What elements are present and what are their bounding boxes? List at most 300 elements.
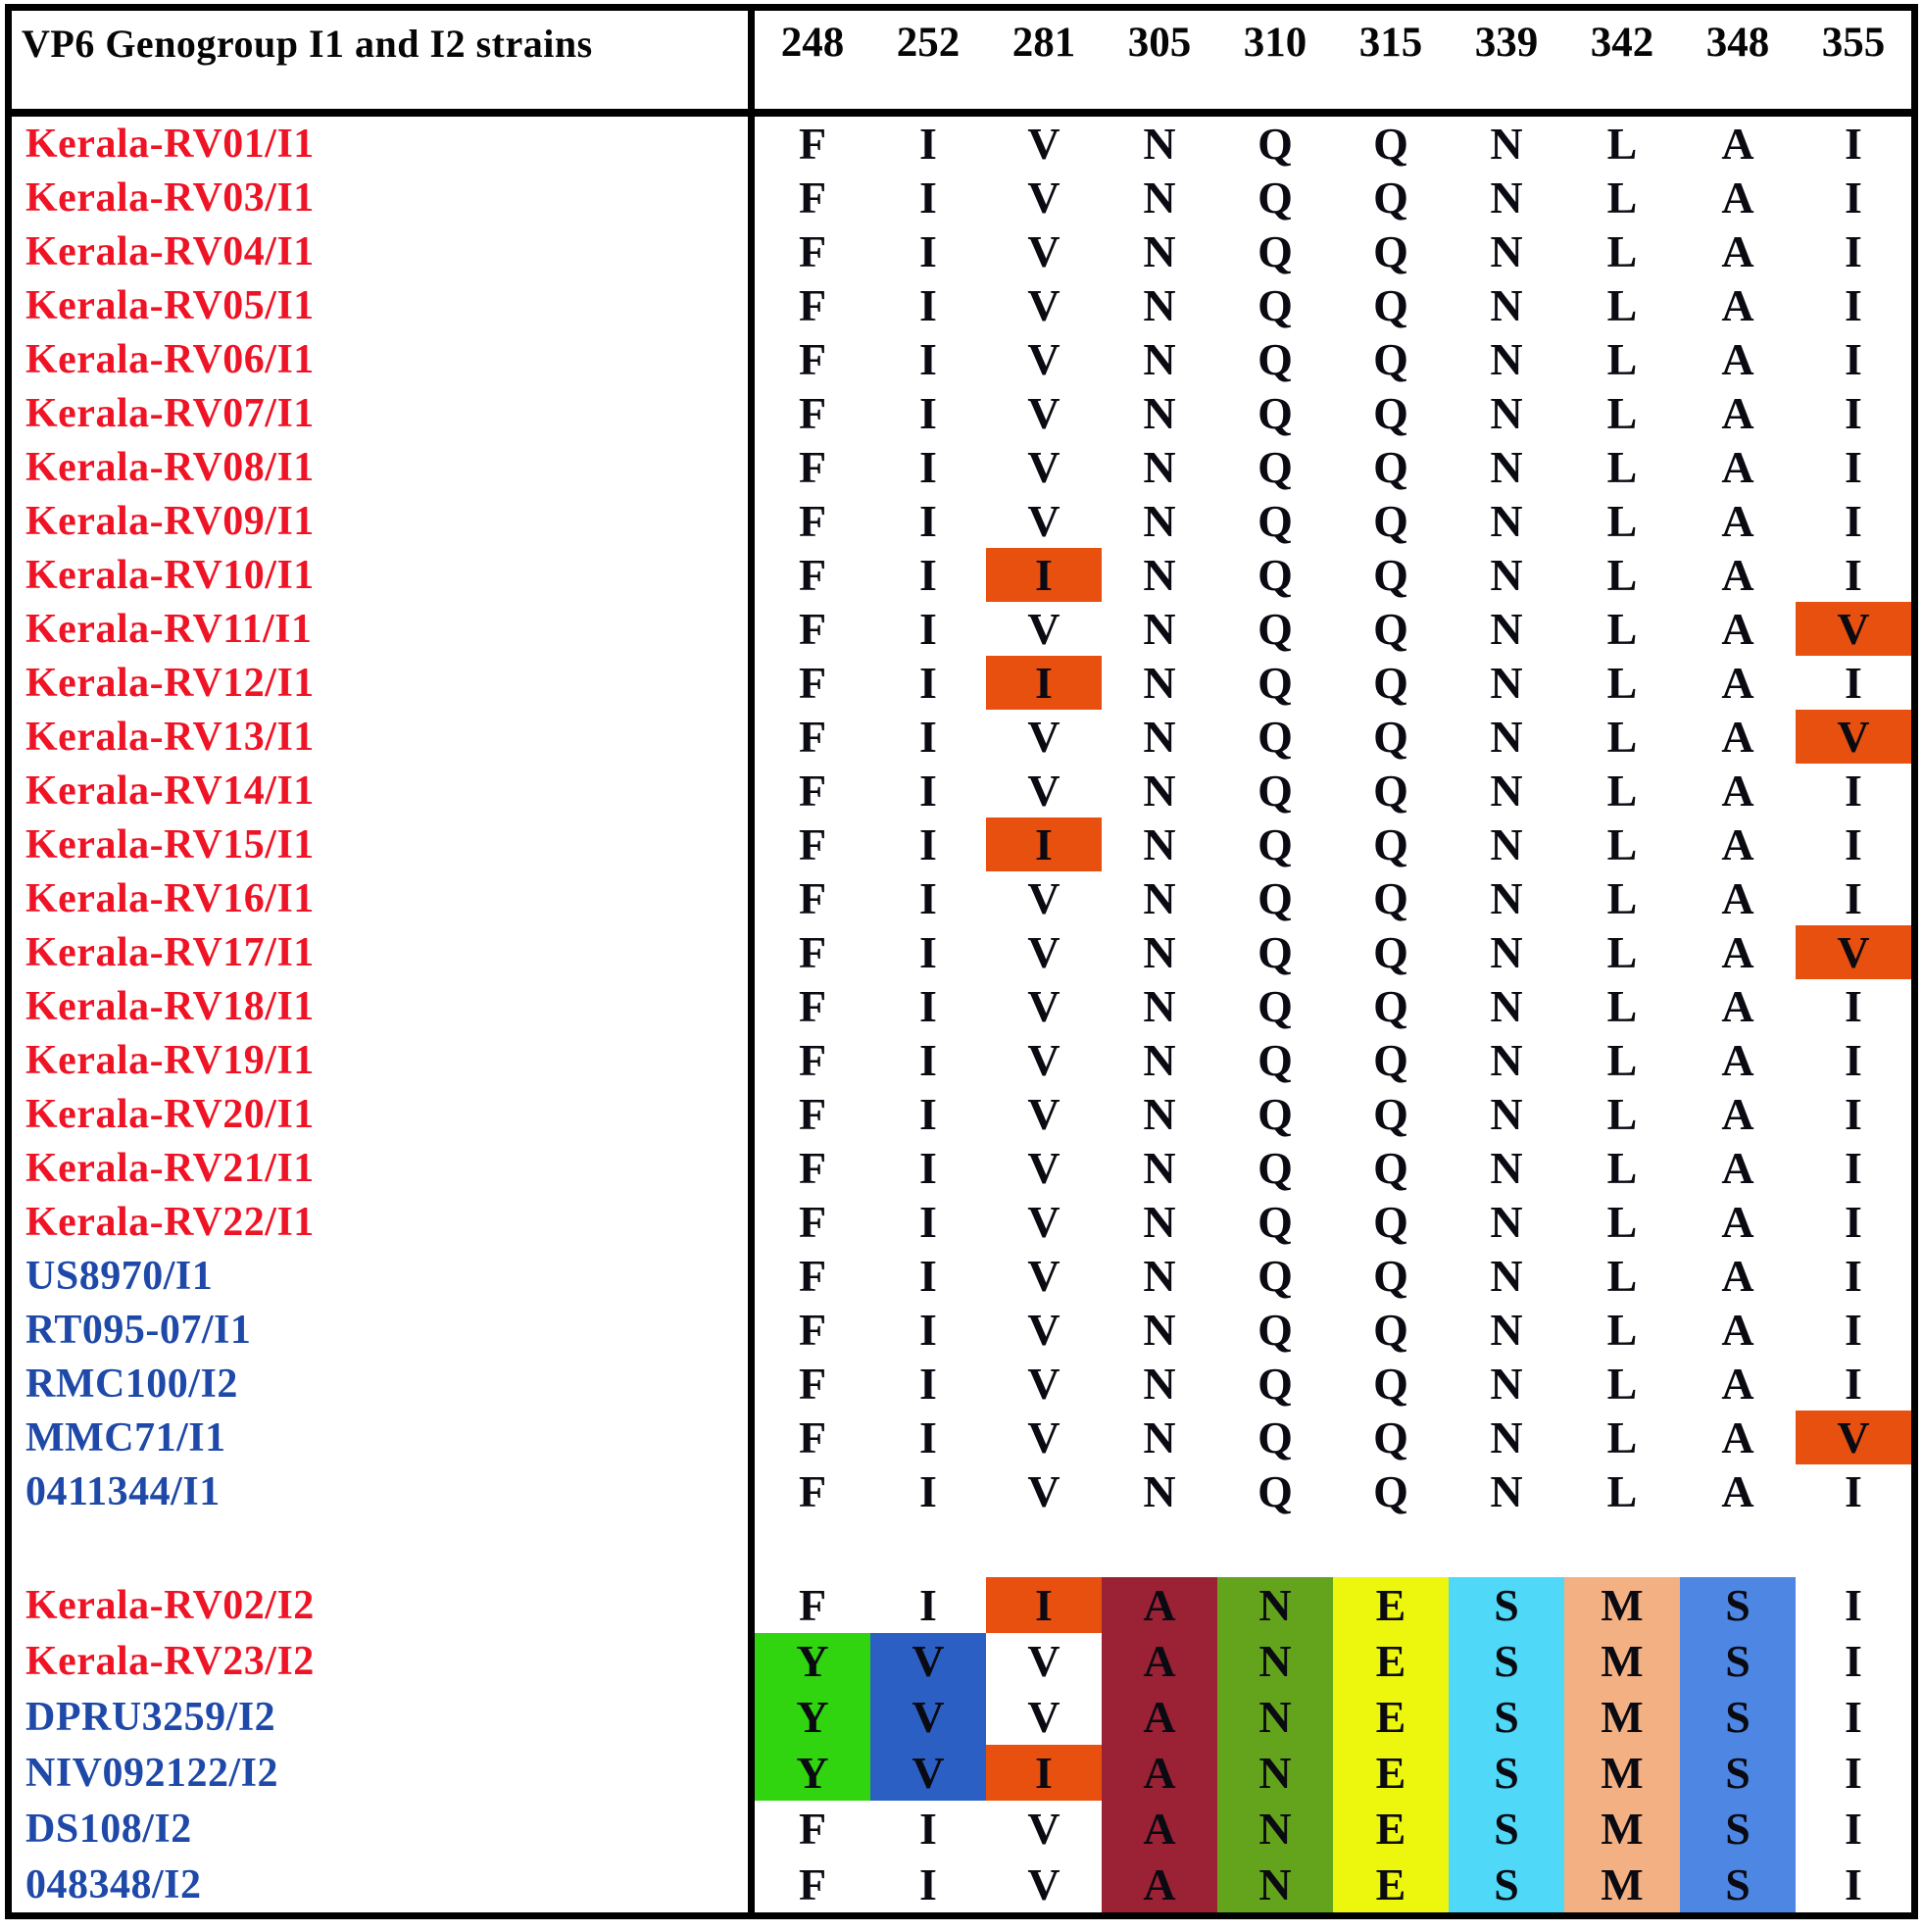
- residue-cell: Q: [1257, 1466, 1293, 1516]
- position-header: 310: [1243, 20, 1307, 66]
- residue-cell: I: [1845, 1359, 1862, 1409]
- residue-cell: Q: [1373, 1197, 1408, 1247]
- residue-cell: N: [1490, 1089, 1523, 1139]
- residue-cell: A: [1721, 1035, 1754, 1085]
- residue-cell: V: [1027, 1089, 1060, 1139]
- residue-cells: [755, 548, 1911, 602]
- strain-row: [12, 1249, 1911, 1303]
- residue-cell: I: [919, 334, 937, 384]
- residue-cell: Q: [1257, 496, 1293, 546]
- position-header: 281: [1011, 20, 1076, 66]
- residue-cell: N: [1490, 819, 1523, 869]
- strain-name: Kerala-RV22/I1: [12, 1195, 755, 1249]
- residue-cell: I: [1845, 1804, 1862, 1854]
- position-header: 348: [1705, 20, 1770, 66]
- residue-cell: A: [1721, 927, 1754, 977]
- strain-name: RMC100/I2: [12, 1357, 755, 1411]
- residue-cell: N: [1143, 550, 1176, 600]
- residue-cell: V: [1027, 388, 1060, 438]
- residue-cell: V: [870, 1689, 986, 1745]
- strain-row: [12, 278, 1911, 332]
- strain-name: Kerala-RV12/I1: [12, 656, 755, 710]
- residue-cell: F: [798, 712, 827, 762]
- residue-cells: [755, 1033, 1911, 1087]
- residue-cell: L: [1606, 1035, 1638, 1085]
- residue-cell: A: [1721, 873, 1754, 923]
- residue-cell: N: [1143, 334, 1176, 384]
- residue-cell: I: [919, 496, 937, 546]
- residue-cell: V: [1027, 1859, 1060, 1909]
- residue-cell: I: [919, 226, 937, 276]
- residue-cell: A: [1102, 1633, 1217, 1689]
- strain-name: Kerala-RV02/I2: [12, 1577, 755, 1633]
- residue-cell: I: [919, 1089, 937, 1139]
- residue-cell: I: [1845, 1305, 1862, 1355]
- residue-cells: [755, 656, 1911, 710]
- residue-cell: N: [1143, 1197, 1176, 1247]
- residue-cell: N: [1143, 496, 1176, 546]
- residue-cell: N: [1490, 226, 1523, 276]
- residue-cell: Q: [1257, 1197, 1293, 1247]
- residue-cell: I: [1845, 1197, 1862, 1247]
- residue-cell: I: [1845, 388, 1862, 438]
- residue-cell: F: [798, 658, 827, 708]
- residue-cell: A: [1721, 819, 1754, 869]
- strain-row: [12, 710, 1911, 764]
- residue-cell: N: [1217, 1857, 1333, 1912]
- residue-cell: V: [1027, 1197, 1060, 1247]
- residue-cell: N: [1490, 388, 1523, 438]
- residue-cell: N: [1490, 1035, 1523, 1085]
- residue-cell: Q: [1257, 819, 1293, 869]
- residue-cell: N: [1143, 766, 1176, 816]
- residue-cell: L: [1606, 1305, 1638, 1355]
- strain-name: RT095-07/I1: [12, 1303, 755, 1357]
- residue-cell: Q: [1257, 334, 1293, 384]
- residue-cell: L: [1606, 1197, 1638, 1247]
- residue-cell: V: [1027, 1636, 1060, 1686]
- residue-cell: Q: [1373, 173, 1408, 223]
- residue-cell: F: [798, 1359, 827, 1409]
- residue-cell: I: [919, 1466, 937, 1516]
- residue-cell: E: [1333, 1857, 1449, 1912]
- residue-cell: I: [919, 1143, 937, 1193]
- residue-cell: V: [1027, 1359, 1060, 1409]
- residue-cell: L: [1606, 280, 1638, 330]
- residue-cell: Q: [1257, 658, 1293, 708]
- residue-cell: N: [1143, 819, 1176, 869]
- residue-cell: A: [1721, 550, 1754, 600]
- residue-cell: A: [1721, 226, 1754, 276]
- residue-cell: V: [1027, 173, 1060, 223]
- residue-cell: F: [798, 604, 827, 654]
- residue-cell: I: [919, 1804, 937, 1854]
- residue-cell: F: [798, 1143, 827, 1193]
- strain-name: Kerala-RV16/I1: [12, 871, 755, 925]
- residue-cell: N: [1143, 119, 1176, 169]
- residue-cell: V: [1027, 712, 1060, 762]
- residue-cells: [755, 764, 1911, 817]
- residue-cells: [755, 1195, 1911, 1249]
- residue-cell: N: [1143, 1251, 1176, 1301]
- residue-cells: [755, 1141, 1911, 1195]
- residue-cell: V: [870, 1633, 986, 1689]
- residue-cell: N: [1490, 873, 1523, 923]
- residue-cell: I: [919, 550, 937, 600]
- residue-cell: N: [1143, 1305, 1176, 1355]
- residue-cells: [755, 224, 1911, 278]
- residue-cell: N: [1490, 1143, 1523, 1193]
- residue-cell: I: [1845, 496, 1862, 546]
- residue-cell: N: [1490, 658, 1523, 708]
- residue-cell: I: [919, 604, 937, 654]
- residue-cell: N: [1490, 280, 1523, 330]
- residue-cell: S: [1449, 1577, 1564, 1633]
- residue-cell: Q: [1373, 1305, 1408, 1355]
- residue-cell: I: [1845, 1089, 1862, 1139]
- strain-row: [12, 871, 1911, 925]
- strain-name: Kerala-RV01/I1: [12, 117, 755, 171]
- residue-cell: Q: [1373, 388, 1408, 438]
- residue-cell: L: [1606, 1251, 1638, 1301]
- residue-cell: I: [1845, 766, 1862, 816]
- genogroup-i2-section: [12, 1577, 1911, 1912]
- residue-cell: V: [1027, 981, 1060, 1031]
- residue-cell: A: [1721, 712, 1754, 762]
- residue-cell: L: [1606, 819, 1638, 869]
- residue-cell: Q: [1257, 1305, 1293, 1355]
- strain-name: DPRU3259/I2: [12, 1689, 755, 1745]
- residue-cell: V: [1027, 280, 1060, 330]
- residue-cell: I: [1845, 1859, 1862, 1909]
- residue-cell: Q: [1373, 1466, 1408, 1516]
- residue-cell: S: [1680, 1577, 1796, 1633]
- strain-row: [12, 1633, 1911, 1689]
- residue-cells: [755, 386, 1911, 440]
- residue-cell: I: [919, 766, 937, 816]
- residue-cell: N: [1490, 496, 1523, 546]
- residue-cell: A: [1721, 496, 1754, 546]
- residue-cells: [755, 1801, 1911, 1857]
- residue-cell: L: [1606, 1466, 1638, 1516]
- residue-cell: N: [1217, 1633, 1333, 1689]
- residue-cell: L: [1606, 334, 1638, 384]
- residue-cell: Q: [1257, 550, 1293, 600]
- residue-cells: [755, 1689, 1911, 1745]
- residue-cell: I: [919, 280, 937, 330]
- strain-name: Kerala-RV09/I1: [12, 494, 755, 548]
- strain-row: [12, 925, 1911, 979]
- strain-row: [12, 1745, 1911, 1801]
- residue-cell: V: [1027, 442, 1060, 492]
- section-gap-row: [12, 1518, 1911, 1577]
- residue-cell: M: [1564, 1801, 1680, 1857]
- residue-cell: V: [1027, 927, 1060, 977]
- residue-cell: V: [1796, 925, 1911, 979]
- residue-cells: [755, 1577, 1911, 1633]
- residue-cell: F: [798, 496, 827, 546]
- residue-cell: F: [798, 1305, 827, 1355]
- residue-cell: A: [1721, 981, 1754, 1031]
- residue-cell: L: [1606, 766, 1638, 816]
- residue-cell: S: [1680, 1689, 1796, 1745]
- residue-cell: V: [1027, 1466, 1060, 1516]
- residue-cell: L: [1606, 981, 1638, 1031]
- residue-cell: N: [1143, 1035, 1176, 1085]
- residue-cell: N: [1143, 388, 1176, 438]
- strain-name: Kerala-RV11/I1: [12, 602, 755, 656]
- residue-cell: A: [1721, 1359, 1754, 1409]
- residue-cell: N: [1217, 1689, 1333, 1745]
- residue-cell: S: [1449, 1857, 1564, 1912]
- strain-row: [12, 386, 1911, 440]
- residue-cell: N: [1217, 1801, 1333, 1857]
- residue-cell: F: [798, 280, 827, 330]
- residue-cell: L: [1606, 442, 1638, 492]
- strain-row: [12, 817, 1911, 871]
- residue-cell: S: [1680, 1745, 1796, 1801]
- residue-cell: I: [1845, 226, 1862, 276]
- residue-cell: A: [1721, 766, 1754, 816]
- strain-name: Kerala-RV14/I1: [12, 764, 755, 817]
- residue-cell: Q: [1257, 280, 1293, 330]
- residue-cell: I: [919, 927, 937, 977]
- residue-cell: V: [1027, 604, 1060, 654]
- strain-name: Kerala-RV17/I1: [12, 925, 755, 979]
- strain-row: [12, 332, 1911, 386]
- residue-cell: Q: [1257, 442, 1293, 492]
- residue-cell: N: [1143, 173, 1176, 223]
- strain-row: [12, 1141, 1911, 1195]
- residue-cells: [755, 925, 1911, 979]
- residue-cell: F: [798, 1859, 827, 1909]
- residue-cell: V: [1027, 873, 1060, 923]
- residue-cell: A: [1721, 119, 1754, 169]
- residue-cell: Q: [1257, 119, 1293, 169]
- residue-cell: V: [1027, 496, 1060, 546]
- residue-cell: M: [1564, 1857, 1680, 1912]
- residue-cell: V: [1796, 1411, 1911, 1464]
- residue-cell: I: [919, 1035, 937, 1085]
- residue-cell: F: [798, 1466, 827, 1516]
- residue-cell: L: [1606, 496, 1638, 546]
- strain-row: [12, 656, 1911, 710]
- residue-cell: V: [1027, 766, 1060, 816]
- residue-cell: I: [1845, 1636, 1862, 1686]
- residue-cell: V: [1027, 1412, 1060, 1462]
- strain-row: [12, 1577, 1911, 1633]
- residue-cell: N: [1490, 766, 1523, 816]
- residue-cell: N: [1490, 119, 1523, 169]
- residue-cell: N: [1490, 981, 1523, 1031]
- residue-cell: F: [798, 819, 827, 869]
- strain-name: Kerala-RV08/I1: [12, 440, 755, 494]
- residue-cell: A: [1721, 1089, 1754, 1139]
- residue-cell: I: [919, 873, 937, 923]
- residue-cell: Y: [755, 1689, 870, 1745]
- residue-cell: S: [1680, 1801, 1796, 1857]
- residue-cell: A: [1102, 1857, 1217, 1912]
- strain-row: [12, 1087, 1911, 1141]
- residue-cell: N: [1490, 1197, 1523, 1247]
- residue-cell: Y: [755, 1745, 870, 1801]
- strain-name: NIV092122/I2: [12, 1745, 755, 1801]
- residue-cell: F: [798, 388, 827, 438]
- strain-name: Kerala-RV07/I1: [12, 386, 755, 440]
- residue-cell: I: [986, 656, 1102, 710]
- residue-cell: N: [1143, 1089, 1176, 1139]
- residue-cell: L: [1606, 173, 1638, 223]
- residue-cell: A: [1721, 1412, 1754, 1462]
- residue-cell: L: [1606, 1089, 1638, 1139]
- residue-cell: A: [1721, 388, 1754, 438]
- residue-cell: I: [1845, 442, 1862, 492]
- position-header: 355: [1821, 20, 1886, 66]
- residue-cell: F: [798, 1412, 827, 1462]
- residue-cell: I: [1845, 1466, 1862, 1516]
- residue-cell: F: [798, 334, 827, 384]
- residue-cell: F: [798, 226, 827, 276]
- residue-cell: I: [1845, 334, 1862, 384]
- residue-cell: I: [986, 548, 1102, 602]
- residue-cell: F: [798, 1804, 827, 1854]
- residue-cell: F: [798, 766, 827, 816]
- strain-row: [12, 548, 1911, 602]
- residue-cell: Q: [1373, 604, 1408, 654]
- strain-row: [12, 1857, 1911, 1912]
- residue-cell: Q: [1373, 658, 1408, 708]
- strain-name: 0411344/I1: [12, 1464, 755, 1518]
- residue-cells: [755, 278, 1911, 332]
- residue-cell: N: [1143, 442, 1176, 492]
- residue-cell: A: [1102, 1801, 1217, 1857]
- residue-cell: L: [1606, 226, 1638, 276]
- strain-column-header: VP6 Genogroup I1 and I2 strains: [12, 11, 755, 109]
- residue-cell: A: [1721, 604, 1754, 654]
- residue-cell: V: [1027, 1143, 1060, 1193]
- residue-cell: I: [1845, 1580, 1862, 1630]
- residue-cell: I: [986, 1745, 1102, 1801]
- residue-cell: I: [1845, 119, 1862, 169]
- table-header-row: [12, 11, 1911, 117]
- residue-cell: A: [1102, 1577, 1217, 1633]
- strain-row: [12, 494, 1911, 548]
- strain-name: Kerala-RV15/I1: [12, 817, 755, 871]
- residue-cells: [755, 979, 1911, 1033]
- residue-cell: A: [1721, 173, 1754, 223]
- strain-name: Kerala-RV04/I1: [12, 224, 755, 278]
- residue-cell: L: [1606, 1359, 1638, 1409]
- residue-cell: E: [1333, 1745, 1449, 1801]
- residue-cell: I: [919, 981, 937, 1031]
- residue-cell: N: [1143, 981, 1176, 1031]
- residue-cell: N: [1143, 927, 1176, 977]
- position-header: 305: [1127, 20, 1192, 66]
- residue-cell: S: [1449, 1633, 1564, 1689]
- residue-cell: Q: [1373, 1412, 1408, 1462]
- residue-cell: Q: [1257, 1412, 1293, 1462]
- residue-cell: Q: [1373, 712, 1408, 762]
- residue-cell: L: [1606, 658, 1638, 708]
- residue-cell: F: [798, 1035, 827, 1085]
- residue-cell: F: [798, 550, 827, 600]
- residue-cell: F: [798, 173, 827, 223]
- strain-row: [12, 1357, 1911, 1411]
- residue-cell: Q: [1257, 766, 1293, 816]
- residue-cell: A: [1721, 1197, 1754, 1247]
- residue-cell: Q: [1373, 442, 1408, 492]
- residue-cells: [755, 817, 1911, 871]
- residue-cell: N: [1490, 550, 1523, 600]
- residue-cell: E: [1333, 1577, 1449, 1633]
- residue-cell: N: [1143, 280, 1176, 330]
- residue-cell: S: [1680, 1633, 1796, 1689]
- residue-cell: I: [1845, 1748, 1862, 1798]
- residue-cell: I: [986, 1577, 1102, 1633]
- residue-cell: S: [1449, 1689, 1564, 1745]
- residue-cells: [755, 332, 1911, 386]
- residue-cell: I: [919, 1305, 937, 1355]
- residue-cell: F: [798, 1089, 827, 1139]
- residue-cell: I: [919, 1580, 937, 1630]
- residue-cell: N: [1490, 442, 1523, 492]
- strain-name: US8970/I1: [12, 1249, 755, 1303]
- strain-row: [12, 979, 1911, 1033]
- residue-cell: L: [1606, 1412, 1638, 1462]
- residue-cell: N: [1143, 1359, 1176, 1409]
- strain-name: DS108/I2: [12, 1801, 755, 1857]
- residue-cell: I: [919, 1359, 937, 1409]
- residue-cells: [755, 117, 1911, 171]
- residue-cell: L: [1606, 550, 1638, 600]
- residue-cell: A: [1721, 442, 1754, 492]
- residue-cell: V: [1027, 119, 1060, 169]
- residue-cell: V: [1027, 1305, 1060, 1355]
- residue-cell: Q: [1373, 1359, 1408, 1409]
- residue-cell: S: [1680, 1857, 1796, 1912]
- position-header: 252: [896, 20, 961, 66]
- residue-cell: A: [1102, 1689, 1217, 1745]
- residue-cell: Q: [1257, 173, 1293, 223]
- position-header: 248: [780, 20, 845, 66]
- residue-cell: F: [798, 873, 827, 923]
- strain-name: Kerala-RV21/I1: [12, 1141, 755, 1195]
- residue-cells: [755, 1249, 1911, 1303]
- residue-cell: Y: [755, 1633, 870, 1689]
- residue-cell: I: [919, 388, 937, 438]
- residue-cell: E: [1333, 1633, 1449, 1689]
- residue-cells: [755, 1357, 1911, 1411]
- residue-cell: A: [1721, 280, 1754, 330]
- genogroup-i1-section: [12, 117, 1911, 1518]
- residue-cell: N: [1143, 604, 1176, 654]
- residue-cells: [755, 494, 1911, 548]
- residue-cell: I: [1845, 873, 1862, 923]
- residue-cell: N: [1490, 173, 1523, 223]
- residue-cell: N: [1143, 1466, 1176, 1516]
- residue-cell: I: [986, 817, 1102, 871]
- strain-name: MMC71/I1: [12, 1411, 755, 1464]
- residue-cell: L: [1606, 604, 1638, 654]
- residue-cell: S: [1449, 1801, 1564, 1857]
- residue-cell: Q: [1373, 496, 1408, 546]
- residue-cell: Q: [1257, 927, 1293, 977]
- residue-cell: F: [798, 981, 827, 1031]
- residue-cell: Q: [1257, 1089, 1293, 1139]
- residue-cell: I: [1845, 280, 1862, 330]
- residue-cell: I: [1845, 819, 1862, 869]
- strain-name: Kerala-RV05/I1: [12, 278, 755, 332]
